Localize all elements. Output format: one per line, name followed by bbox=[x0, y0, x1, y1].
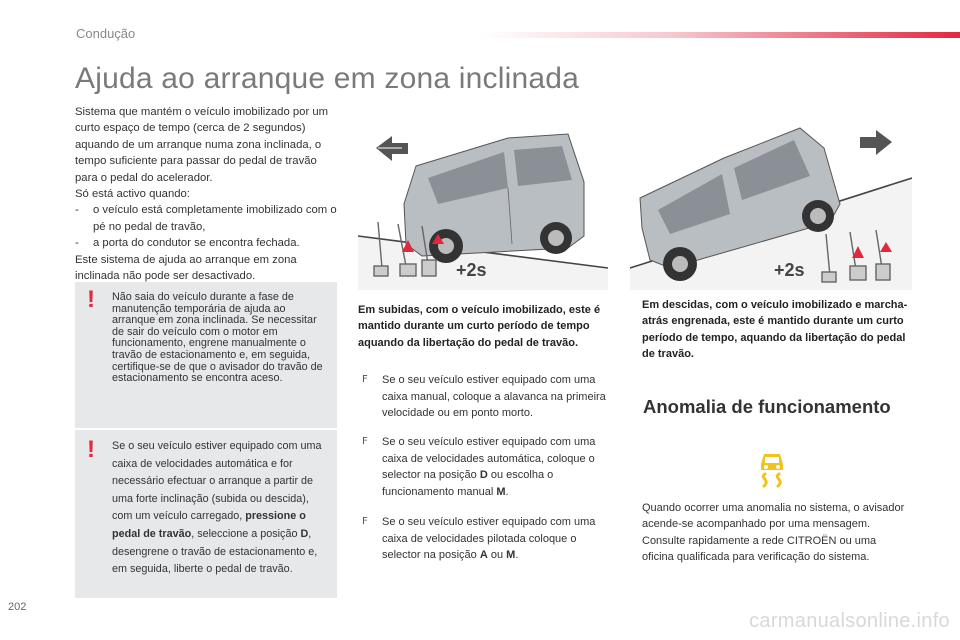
exclamation-icon: ! bbox=[87, 286, 95, 313]
anomaly-title: Anomalia de funcionamento bbox=[643, 396, 891, 417]
downhill-illustration bbox=[630, 118, 912, 290]
condition-automatic bbox=[358, 434, 616, 500]
warning-text-part: , seleccione a posição bbox=[191, 527, 298, 540]
intro-paragraph-1: Sistema que mantém o veículo imobilizado por um curto espaço de tempo (cerca de 2 segundos) aquando de um arranque numa zona inclinada, o tempo suficiente para passar do pedal de travão para o pedal do acelerador. bbox=[75, 106, 329, 184]
exclamation-icon: ! bbox=[87, 436, 95, 463]
anomaly-text: Quando ocorrer uma anomalia no sistema, o avisador acende-se acompanhado por uma mensagem. Consulte rapidamente a rede CITROËN ou uma oficina qualificada para verificação do sistema. bbox=[642, 502, 905, 564]
condition-text-part: ou bbox=[490, 549, 504, 562]
warning-text-2 bbox=[112, 438, 327, 579]
gear-position-a: A bbox=[479, 549, 488, 562]
intro-bullet bbox=[75, 235, 337, 251]
intro-bullet-text: a porta do condutor se encontra fechada. bbox=[93, 237, 300, 250]
warning-box-2 bbox=[75, 430, 337, 598]
gear-position-d: D bbox=[300, 527, 309, 540]
intro-text bbox=[75, 104, 337, 284]
bullet-marker: F bbox=[362, 516, 368, 527]
arrow-icon bbox=[860, 130, 892, 155]
gear-position-m: M bbox=[506, 549, 516, 562]
condition-text-part: Se o seu veículo estiver equipado com uma caixa de velocidades pilotada coloque o selector na posição bbox=[382, 516, 596, 562]
arrow-icon bbox=[376, 136, 408, 161]
condition-text-part: ou escolha o funcionamento manual bbox=[382, 469, 554, 498]
section-header: Condução bbox=[76, 26, 136, 41]
uphill-illustration bbox=[358, 118, 608, 290]
condition-text: Se o seu veículo estiver equipado com uma caixa manual, coloque a alavanca na primeira velocidade ou em ponto morto. bbox=[382, 374, 606, 420]
condition-text-part: . bbox=[505, 485, 509, 498]
gear-position-d: D bbox=[479, 469, 488, 482]
condition-text-part: Se o seu veículo estiver equipado com uma caixa de velocidades automática, coloque o selector na posição bbox=[382, 436, 596, 482]
downhill-caption: Em descidas, com o veículo imobilizado e marcha-atrás engrenada, este é mantido durante um curto período de tempo, aquando da libertação do pedal de travão. bbox=[642, 299, 908, 361]
warning-text-bold: pressione o pedal de travão bbox=[112, 510, 306, 540]
bullet-marker: F bbox=[362, 436, 368, 447]
uphill-caption: Em subidas, com o veículo imobilizado, este é mantido durante um curto período de tempo aquando da libertação do pedal de travão. bbox=[358, 304, 601, 349]
time-badge: +2s bbox=[456, 260, 487, 280]
gear-position-m: M bbox=[496, 485, 506, 498]
condition-text bbox=[382, 434, 616, 500]
warning-box-1 bbox=[75, 282, 337, 428]
warning-text-part: , desengrene o travão de estacionamento e, em seguida, liberte o pedal de travão. bbox=[112, 527, 318, 576]
bullet-marker: F bbox=[362, 374, 368, 385]
intro-paragraph-3: Este sistema de ajuda ao arranque em zona inclinada não pode ser desactivado. bbox=[75, 253, 297, 283]
condition-text bbox=[382, 514, 616, 564]
intro-paragraph-2: Só está activo quando: bbox=[75, 188, 190, 201]
warning-text-1: Não saia do veículo durante a fase de manutenção temporária de ajuda ao arranque em zona inclinada. Se necessitar de sair do veículo com o motor em funcionamento, engrene manualmente o travão de estacionamento e, em seguida, certifique-se de que o avisador do travão de estacionamento se encontra aceso. bbox=[112, 291, 323, 385]
bullet-dash: - bbox=[75, 204, 79, 217]
page-number: 202 bbox=[8, 601, 27, 613]
header-accent-bar bbox=[480, 32, 960, 38]
intro-bullet-text: o veículo está completamente imobilizado com o pé no pedal de travão, bbox=[93, 204, 337, 233]
van-icon bbox=[404, 134, 584, 263]
condition-text-part: . bbox=[515, 549, 519, 562]
bullet-dash: - bbox=[75, 237, 79, 250]
time-badge: +2s bbox=[774, 260, 805, 280]
skid-warning-icon bbox=[756, 450, 788, 488]
watermark: carmanualsonline.info bbox=[749, 610, 950, 632]
condition-manual bbox=[358, 372, 616, 422]
intro-bullet bbox=[75, 202, 337, 235]
warning-text-part: Se o seu veículo estiver equipado com uma caixa de velocidades automática e for necessário efectuar o arranque a partir de uma forte inclinação (subida ou descida), com um veículo carregado, bbox=[112, 440, 322, 523]
page-title: Ajuda ao arranque em zona inclinada bbox=[75, 62, 580, 95]
condition-piloted bbox=[358, 514, 616, 564]
